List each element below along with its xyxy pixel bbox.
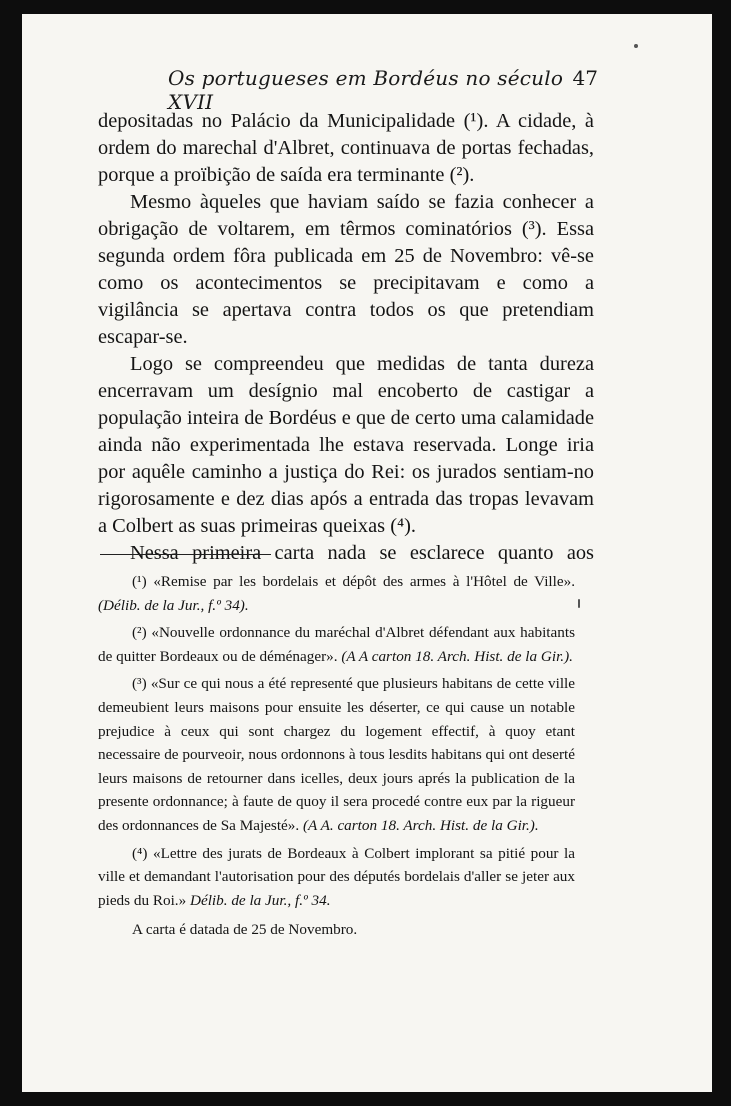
footnote-marker: (²)	[132, 624, 147, 642]
book-page	[22, 14, 712, 1092]
after-note: A carta é datada de 25 de Novembro.	[132, 921, 358, 939]
footnote-source: Délib. de la Jur., f.º 34.	[189, 891, 331, 909]
footnote-text: «Lettre des jurats de Bordeaux à Colbert implorant sa pitié pour la ville et demandant l'autorisation pour des députés bordelais d'aller se jeter aux pieds du Roi.»	[98, 844, 575, 909]
scan-speck	[578, 599, 580, 608]
page-number: 47	[572, 66, 598, 90]
footnote-separator	[100, 554, 271, 555]
footnote-marker: (⁴)	[132, 844, 148, 862]
footnote-marker: (¹)	[132, 573, 147, 590]
footnote	[98, 570, 575, 617]
paragraph: Nessa primeira carta nada se esclarece quanto aos	[130, 542, 594, 564]
running-header	[168, 66, 598, 114]
footnote-source: (A A carton 18. Arch. Hist. de la Gir.).	[341, 647, 573, 665]
scan-speck	[634, 44, 638, 48]
footnote	[98, 672, 575, 837]
running-title: Os portugueses em Bordéus no século XVII	[168, 66, 564, 114]
paragraph: depositadas no Palácio da Municipalidade (¹). A cidade, à ordem do marechal d'Albret, continuava de portas fechadas, porque a proïbição de saída era terminante (²).	[98, 110, 594, 186]
footnotes	[98, 570, 575, 946]
paragraph: Logo se compreendeu que medidas de tanta dureza encerravam um desígnio mal encoberto de castigar a população inteira de Bordéus e que de certo uma calamidade ainda não experimentada lhe estava reservada. Longe iria por aquêle caminho a justiça do Rei: os jurados sentiam-no rigorosamente e dez dias após a entrada das tropas levavam a Colbert as suas primeiras queixas (⁴).	[98, 353, 594, 537]
footnote-text: «Nouvelle ordonnance du maréchal d'Albret défendant aux habitants de quitter Bordeaux ou de déménager».	[98, 624, 575, 665]
footnote-text: «Remise par les bordelais et dépôt des armes à l'Hôtel de Ville».	[153, 573, 575, 590]
footnote	[98, 621, 575, 668]
footnote-source: (Délib. de la Jur., f.º 34).	[98, 596, 249, 614]
footnote-marker: (³)	[132, 675, 147, 693]
main-text	[98, 108, 594, 567]
footnote-text: «Sur ce qui nous a été representé que plusieurs habitans de cette ville demeubient leurs maisons pour ensuite les déserter, ce qui cause un notable prejudice à ceux qui sont chargez du logement effectif, à quoy etant necessaire de pourveoir, nous ordonnons à tous lesdits habitans qui ont deserté leurs maisons de retourner dans icelles, deux jours aprés la publication de la presente ordonnance; à faute de quoy il sera procedé contre eux par la rigueur des ordonnances de Sa Majesté».	[98, 675, 576, 834]
paragraph: Mesmo àqueles que haviam saído se fazia conhecer a obrigação de voltarem, em têrmos cominatórios (³). Essa segunda ordem fôra publicada em 25 de Novembro: vê-se como os acontecimentos se precipitavam e como a vigilância se apertava contra todos os que pretendiam escapar-se.	[98, 191, 594, 348]
footnote	[98, 842, 575, 913]
footnote-source: (A A. carton 18. Arch. Hist. de la Gir.).	[302, 816, 539, 834]
